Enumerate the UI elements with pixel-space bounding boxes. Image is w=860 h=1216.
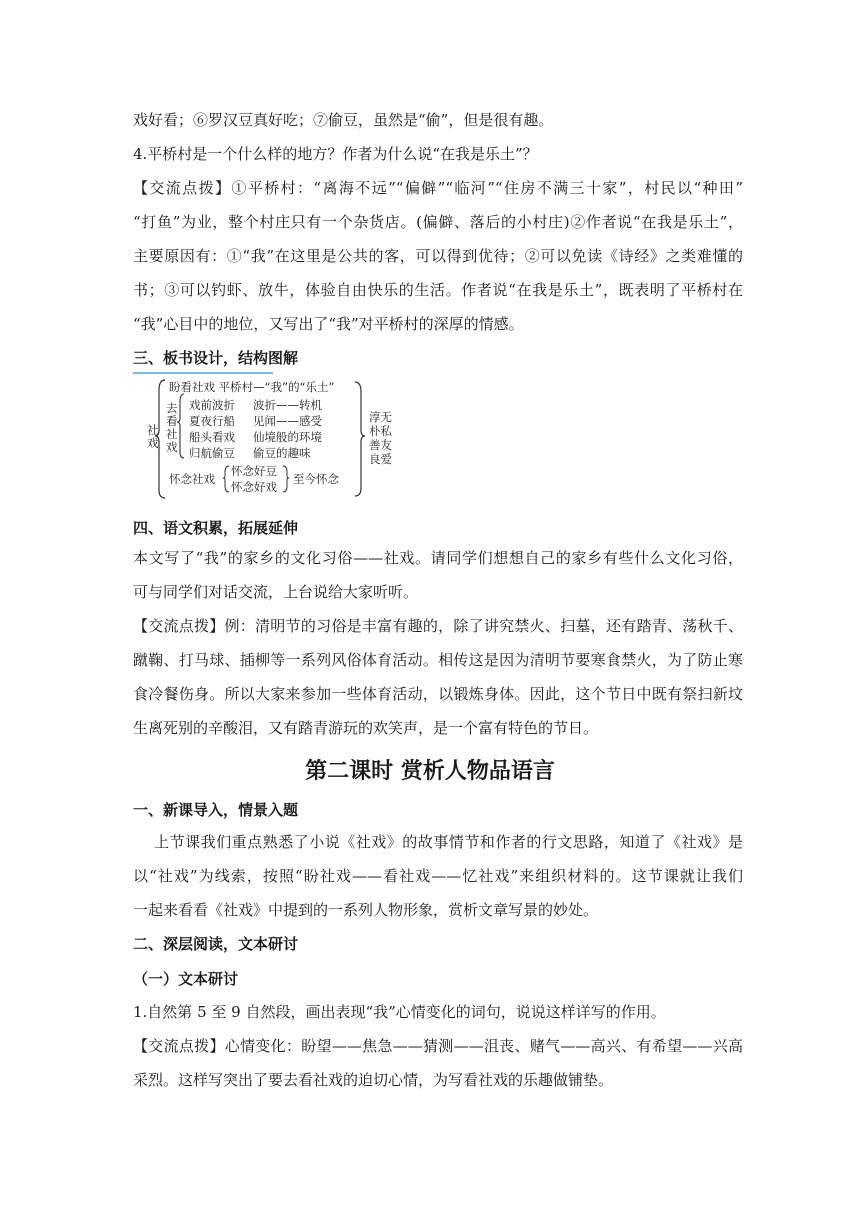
section-3-heading: 三、板书设计，结构图解 xyxy=(133,349,299,367)
text-line: “我”心目中的地位，又写出了“我”对平桥村的深厚的情感。 xyxy=(133,315,524,333)
text-line: 【交流点拨】心情变化：盼望——焦急——猜测——沮丧、赌气——高兴、有希望——兴高 xyxy=(133,1037,743,1055)
text-line: 可与同学们对话交流，上台说给大家听听。 xyxy=(133,583,419,601)
diagram-bottom-item-1: 怀念好豆 xyxy=(231,464,277,478)
lesson2-section-1-heading: 一、新课导入，情景入题 xyxy=(133,801,299,819)
text-line: 生离死别的辛酸泪，又有踏青游玩的欢笑声，是一个富有特色的节日。 xyxy=(133,719,599,737)
lesson2-question-1-answer xyxy=(133,1029,743,1097)
text-line: 以“社戏”为线索，按照“盼社戏——看社戏——忆社戏”来组织材料的。这节课就让我们 xyxy=(133,867,743,885)
lesson2-subsection-1-heading: （一）文本研讨 xyxy=(133,970,239,988)
lesson2-question-1 xyxy=(133,995,743,1029)
text-line: 戏好看；⑥罗汉豆真好吃；⑦偷豆，虽然是“偷”，但是很有趣。 xyxy=(133,111,554,129)
diagram-mid-right-3: 仙境般的环境 xyxy=(253,430,322,444)
lesson2-section-1-paragraph xyxy=(133,825,743,927)
diagram-mid-left-1: 戏前波折 xyxy=(189,398,235,412)
diagram-row-1: 盼看社戏 平桥村—“我”的“乐土” xyxy=(169,380,335,394)
diagram-mid-left-3: 船头看戏 xyxy=(189,430,235,444)
diagram-bottom-item-2: 怀念好戏 xyxy=(231,480,277,494)
text-line: “打鱼”为业，整个村庄只有一个杂货店。(偏僻、落后的小村庄)②作者说“在我是乐土”， xyxy=(133,213,743,231)
diagram-root: 社戏 xyxy=(147,423,159,450)
text-line: 主要原因有：①“我”在这里是公共的客，可以得到优待；②可以免读《诗经》之类难懂的 xyxy=(133,247,743,265)
top-paragraph xyxy=(133,103,743,171)
question-4: 4.平桥村是一个什么样的地方？作者为什么说“在我是乐土”？ xyxy=(133,145,538,163)
text-line: 本文写了“我”的家乡的文化习俗——社戏。请同学们想想自己的家乡有些什么文化习俗， xyxy=(133,549,743,567)
section-4-heading: 四、语文积累，拓展延伸 xyxy=(133,519,299,537)
diagram-mid-left-2: 夏夜行船 xyxy=(189,414,235,428)
text-line: 【交流点拨】①平桥村：“离海不远”“偏僻”“临河”“住房不满三十家”，村民以“种田” xyxy=(133,179,743,197)
diagram-mid-left-4: 归航偷豆 xyxy=(189,446,235,460)
text-line: 书；③可以钓虾、放牛，体验自由快乐的生活。作者说“在我是乐土”，既表明了平桥村在 xyxy=(133,281,743,299)
text-line: 1.自然第 5 至 9 自然段，画出表现“我”心情变化的词句，说说这样详写的作用。 xyxy=(133,1003,666,1021)
question-4-answer xyxy=(133,171,743,341)
lesson-title: 第二课时 赏析人物品语言 xyxy=(305,759,555,784)
text-line: 蹴鞠、打马球、插柳等一系列风俗体育活动。相传这是因为清明节要寒食禁火，为了防止寒 xyxy=(133,651,743,669)
diagram-bottom-label: 怀念社戏 xyxy=(169,472,215,486)
section-4-paragraph xyxy=(133,541,743,609)
text-line: 食冷餐伤身。所以大家来参加一些体育活动，以锻炼身体。因此，这个节日中既有祭扫新坟 xyxy=(133,685,743,703)
diagram-mid-right-4: 偷豆的趣味 xyxy=(253,446,311,460)
board-design-diagram xyxy=(133,372,392,502)
diagram-mid-right-1: 波折——转机 xyxy=(253,398,322,412)
diagram-bottom-result: 至今怀念 xyxy=(293,472,339,486)
diagram-mid-label: 去看社戏 xyxy=(166,401,178,454)
text-line: 一起来看看《社戏》中提到的一系列人物形象，赏析文章写景的妙处。 xyxy=(133,901,599,919)
section-4-answer xyxy=(133,609,743,745)
diagram-mid-right-2: 见闻——感受 xyxy=(253,414,322,428)
text-line: 上节课我们重点熟悉了小说《社戏》的故事情节和作者的行文思路，知道了《社戏》是 xyxy=(133,833,743,851)
text-line: 采烈。这样写突出了要去看社戏的迫切心情，为写看社戏的乐趣做铺垫。 xyxy=(133,1071,614,1089)
lesson2-section-2-heading: 二、深层阅读，文本研讨 xyxy=(133,935,299,953)
diagram-right-words: 淳无朴私善友良爱 xyxy=(369,410,392,466)
text-line: 【交流点拨】例：清明节的习俗是丰富有趣的，除了讲究禁火、扫墓，还有踏青、荡秋千、 xyxy=(133,617,743,635)
